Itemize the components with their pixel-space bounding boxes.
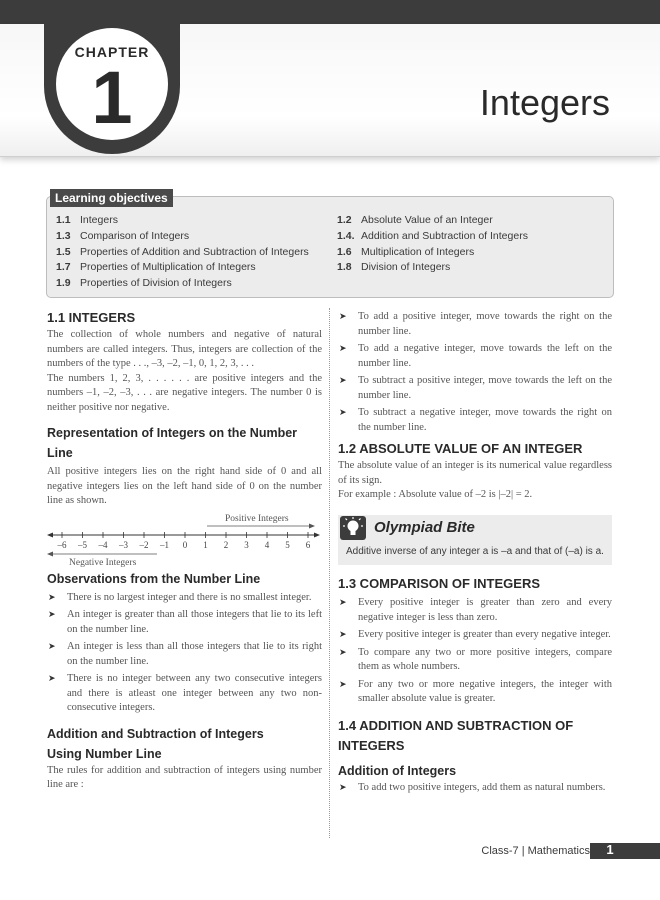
addition-rules-intro: The rules for addition and subtraction of integers using number line are : [47, 764, 322, 790]
addition-subtraction-heading: Addition and Subtraction of Integers [47, 726, 264, 741]
number-line-tick-label: –2 [139, 539, 149, 550]
representation-text: All positive integers lies on the right hand side of 0 and all negative integers lies on the left hand side of 0 on the number line as shown. [47, 466, 322, 506]
number-line-left-arrow [47, 532, 53, 537]
section-heading-1-3: 1.3 COMPARISON OF INTEGERS [338, 576, 541, 591]
arrow-bullet-icon: ➤ [48, 592, 56, 603]
objective-item: 1.8 Division of Integers [337, 261, 451, 273]
integers-positive-negative: The numbers 1, 2, 3, . . . . . . are positive integers and the numbers –1, –2, –3, . . . are negative integers. The number 0 is neither positive nor negative. [47, 372, 322, 413]
observations-heading: Observations from the Number Line [47, 571, 261, 586]
arrow-bullet-icon: ➤ [339, 408, 347, 418]
objective-item: 1.1 Integers [56, 214, 118, 226]
comparison-list [338, 596, 612, 707]
arrow-bullet-icon: ➤ [339, 598, 347, 608]
list-item: ➤ To compare any two or more positive integers, compare them as whole numbers. [339, 646, 612, 672]
arrow-bullet-icon: ➤ [339, 344, 347, 354]
objective-item: 1.9 Properties of Division of Integers [56, 277, 232, 289]
arrow-bullet-icon: ➤ [339, 679, 347, 690]
list-item: ➤ An integer is less than all those integers that lie to its right on the number line. [48, 641, 322, 667]
page-number: 1 [606, 842, 614, 857]
observations-list [47, 591, 322, 716]
list-item: ➤ There is no integer between any two consecutive integers and there is atleast one integer between any two non-consecutive integers. [48, 673, 322, 713]
number-line-tick-label: 6 [305, 539, 311, 550]
number-line-tick-label: 4 [264, 539, 270, 550]
arrow-bullet-icon: ➤ [48, 610, 56, 620]
negative-integers-label: Negative Integers [69, 557, 137, 568]
list-item: ➤ An integer is greater than all those integers that lie to its left on the number line. [48, 609, 322, 635]
positive-integers-label: Positive Integers [225, 513, 289, 524]
number-line-tick-label: 0 [182, 539, 188, 550]
lightbulb-icon [340, 516, 366, 540]
arrow-bullet-icon: ➤ [48, 642, 56, 652]
arrow-bullet-icon: ➤ [48, 674, 56, 684]
footer-text: Class-7 | Mathematics [481, 845, 590, 857]
number-line-tick-label: –1 [160, 539, 169, 550]
arrow-bullet-icon: ➤ [339, 312, 347, 322]
section-heading-1-2: 1.2 ABSOLUTE VALUE OF AN INTEGER [338, 441, 583, 456]
objective-item: 1.5 Properties of Addition and Subtraction of Integers [56, 246, 309, 258]
representation-heading: Representation of Integers on the Number Line [47, 426, 298, 460]
objective-item: 1.6 Multiplication of Integers [337, 246, 475, 258]
number-line-tick-label: 3 [244, 539, 249, 550]
number-line-tick-label: –3 [119, 539, 128, 550]
section-heading-1-1: 1.1 INTEGERS [47, 310, 136, 325]
positive-arrowhead [309, 523, 315, 528]
list-item: ➤ For any two or more negative integers, the integer with smaller absolute value is greater. [339, 678, 612, 704]
addition-of-integers-heading: Addition of Integers [338, 763, 457, 778]
arrow-bullet-icon: ➤ [339, 647, 347, 658]
chapter-number: 1 [91, 56, 133, 139]
list-item: ➤ Every positive integer is greater than zero and every negative integer is less than zero. [339, 597, 612, 623]
using-number-line-heading: Using Number Line [47, 746, 162, 761]
right-column [338, 310, 612, 503]
negative-arrowhead [47, 551, 53, 556]
learning-objectives-title: Learning objectives [50, 189, 173, 207]
objective-item: 1.7 Properties of Multiplication of Integers [56, 261, 256, 273]
number-line-tick-label: 5 [285, 539, 290, 550]
objective-item: 1.3 Comparison of Integers [56, 230, 190, 242]
number-line-tick-label: 1 [203, 539, 208, 550]
right-column-lower [338, 576, 612, 798]
number-line-right-arrow [314, 532, 320, 537]
olympiad-bite-title: Olympiad Bite [374, 519, 475, 536]
objective-item: 1.2 Absolute Value of an Integer [337, 214, 493, 226]
chapter-title: Integers [479, 82, 610, 123]
section-heading-1-4-cont: INTEGERS [338, 737, 405, 753]
list-item: ➤ To add two positive integers, add them as natural numbers. [338, 781, 612, 796]
list-item: ➤ There is no largest integer and there is no smallest integer. [47, 591, 322, 606]
column-divider [329, 308, 330, 838]
arrow-bullet-icon: ➤ [339, 376, 347, 386]
number-line-tick-label: –4 [98, 539, 108, 550]
list-item: ➤ To subtract a positive integer, move towards the left on the number line. [339, 375, 612, 401]
list-item: ➤ Every positive integer is greater than every negative integer. [338, 628, 612, 643]
absolute-value-example: For example : Absolute value of –2 is |–2| = 2. [338, 489, 533, 500]
chapter-label: CHAPTER [74, 44, 150, 60]
olympiad-bite-text: Additive inverse of any integer a is –a and that of (–a) is a. [346, 546, 604, 557]
integers-definition: The collection of whole numbers and negative of natural numbers are called integers. Thus, integers are collection of the numbers of the type . . ., –3, –2, –1, 0, 1, 2, 3, . . . [47, 329, 322, 369]
number-line-tick-label: 2 [223, 539, 229, 550]
objective-item: 1.4. Addition and Subtraction of Integers [337, 230, 528, 242]
addition-list [338, 781, 612, 796]
absolute-value-definition: The absolute value of an integer is its numerical value regardless of its sign. [338, 460, 612, 486]
list-item: ➤ To add a negative integer, move towards the left on the number line. [339, 343, 612, 369]
number-line-tick-label: –5 [78, 539, 87, 550]
section-heading-1-4: 1.4 ADDITION AND SUBTRACTION OF [338, 717, 574, 733]
number-line-figure [47, 510, 322, 568]
arrow-bullet-icon: ➤ [339, 782, 347, 793]
list-item: ➤ To subtract a negative integer, move towards the right on the number line. [339, 407, 612, 433]
number-line-tick-label: –6 [57, 539, 67, 550]
number-line-rules-list [338, 310, 612, 435]
list-item: ➤ To add a positive integer, move towards the right on the number line. [339, 311, 612, 337]
arrow-bullet-icon: ➤ [339, 630, 347, 640]
left-column [47, 310, 322, 793]
